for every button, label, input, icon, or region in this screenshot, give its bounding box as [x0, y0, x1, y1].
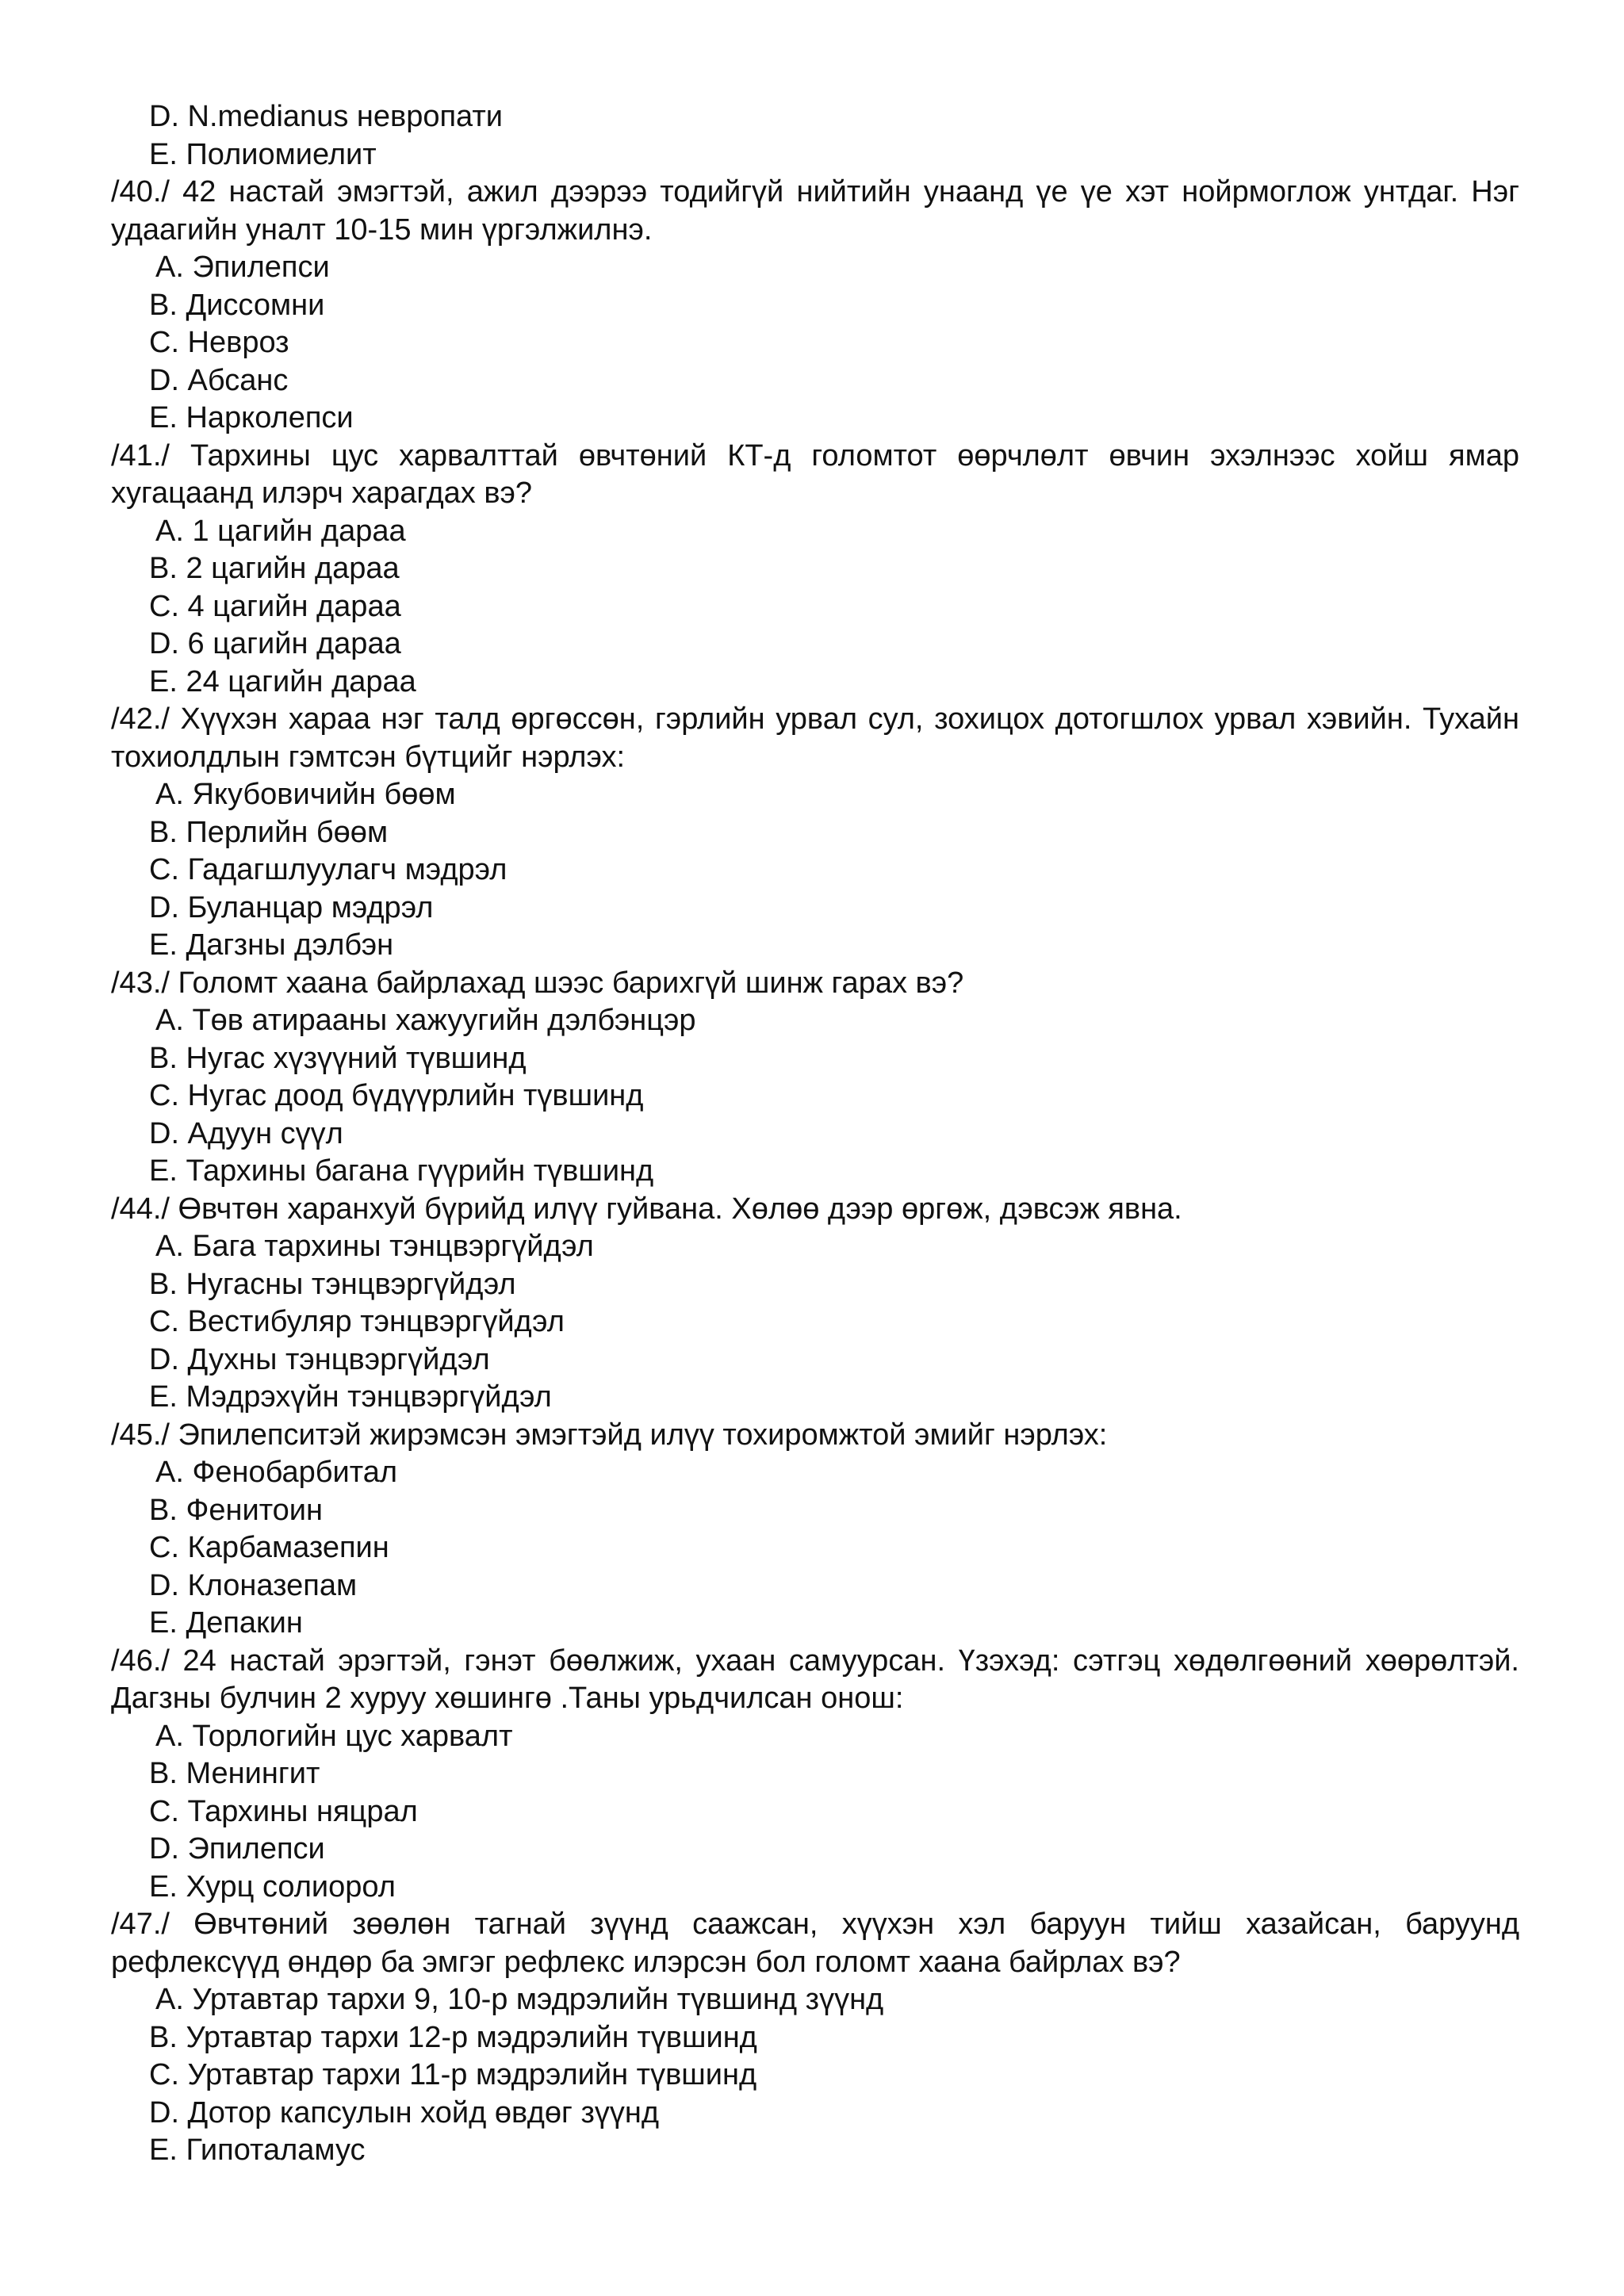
question-41-text: /41./ Тархины цус харвалттай өвчтөний КТ-д голомтот өөрчлөлт өвчин эхэлнээс хойш ямар хугацаанд илэрч харагдах вэ?	[111, 438, 1519, 510]
answer-option: E. Депакин	[149, 1606, 303, 1640]
answer-option: D. Эпилепси	[149, 1832, 325, 1866]
answer-option: B. Нугас хүзүүний түвшинд	[149, 1041, 527, 1075]
answer-option: C. Вестибуляр тэнцвэргүйдэл	[149, 1305, 565, 1338]
answer-option: C. Нугас доод бүдүүрлийн түвшинд	[149, 1079, 644, 1112]
answer-option: B. 2 цагийн дараа	[149, 552, 400, 585]
question-44-text: /44./ Өвчтөн харанхуй бүрийд илүү гуйвана. Хөлөө дээр өргөж, дэвсэж явна.	[111, 1192, 1182, 1226]
answer-option: E. Хурц солиорол	[149, 1869, 396, 1904]
answer-option: C. 4 цагийн дараа	[149, 589, 401, 623]
answer-option: D. N.medianus невропати	[149, 100, 503, 133]
answer-option: B. Менингит	[149, 1757, 320, 1790]
document-body	[111, 98, 1519, 2170]
answer-option: D. 6 цагийн дараа	[149, 627, 401, 660]
answer-option: B. Диссомни	[149, 288, 325, 322]
answer-option: C. Карбамазепин	[149, 1531, 389, 1564]
answer-option: A. Эпилепси	[155, 251, 330, 284]
answer-option: C. Гадагшлуулагч мэдрэл	[149, 853, 508, 886]
question-40-text: /40./ 42 настай эмэгтэй, ажил дээрээ тодийгүй нийтийн унаанд үе үе хэт нойрмоглож унтдаг. Нэг удаагийн уналт 10-15 мин үргэлжилнэ.	[111, 175, 1519, 247]
answer-option: D. Духны тэнцвэргүйдэл	[149, 1342, 490, 1376]
answer-option: E. Гипоталамус	[149, 2133, 366, 2167]
answer-option: E. 24 цагийн дараа	[149, 664, 416, 698]
answer-option: E. Тархины багана гүүрийн түвшинд	[149, 1154, 654, 1188]
answer-option: E. Дагзны дэлбэн	[149, 928, 394, 962]
answer-option: C. Невроз	[149, 326, 289, 359]
answer-option: A. Төв атирааны хажуугийн дэлбэнцэр	[155, 1004, 696, 1037]
answer-option: D. Клоназепам	[149, 1568, 358, 1602]
answer-option: C. Уртавтар тархи 11-р мэдрэлийн түвшинд	[149, 2058, 757, 2091]
question-47-text: /47./ Өвчтөний зөөлөн тагнай зүүнд саажсан, хүүхэн хэл баруун тийш хазайсан, баруунд рефлексүүд өндөр ба эмгэг рефлекс илэрсэн бол голомт хаана байрлах вэ?	[111, 1908, 1519, 1979]
answer-option: D. Абсанс	[149, 363, 289, 397]
answer-option: D. Буланцар мэдрэл	[149, 890, 434, 924]
answer-option: B. Нугасны тэнцвэргүйдэл	[149, 1267, 516, 1301]
answer-option: A. Якубовичийн бөөм	[155, 778, 456, 811]
answer-option: D. Дотор капсулын хойд өвдөг зүүнд	[149, 2095, 660, 2130]
question-45-text: /45./ Эпилепситэй жирэмсэн эмэгтэйд илүү тохиромжтой эмийг нэрлэх:	[111, 1418, 1108, 1452]
answer-option: B. Перлийн бөөм	[149, 815, 389, 849]
answer-option: E. Полиомиелит	[149, 137, 377, 171]
answer-option: B. Фенитоин	[149, 1493, 324, 1527]
answer-option: E. Мэдрэхүйн тэнцвэргүйдэл	[149, 1380, 552, 1414]
answer-option: D. Адуун сүүл	[149, 1116, 343, 1150]
answer-option: B. Уртавтар тархи 12-р мэдрэлийн түвшинд	[149, 2020, 757, 2054]
answer-option: A. Торлогийн цус харвалт	[155, 1719, 513, 1753]
question-42-text: /42./ Хүүхэн хараа нэг талд өргөссөн, гэрлийн урвал сул, зохицох дотогшлох урвал хэвийн. Тухайн тохиолдлын гэмтсэн бүтцийг нэрлэх:	[111, 702, 1519, 774]
answer-option: A. Бага тархины тэнцвэргүйдэл	[155, 1230, 594, 1263]
answer-option: C. Тархины няцрал	[149, 1794, 418, 1828]
answer-option: A. Фенобарбитал	[155, 1456, 398, 1489]
answer-option: A. 1 цагийн дараа	[155, 514, 406, 548]
question-43-text: /43./ Голомт хаана байрлахад шээс барихгүй шинж гарах вэ?	[111, 966, 964, 1000]
answer-option: E. Нарколепси	[149, 401, 354, 434]
answer-option: A. Уртавтар тархи 9, 10-р мэдрэлийн түвшинд зүүнд	[155, 1983, 884, 2016]
question-46-text: /46./ 24 настай эрэгтэй, гэнэт бөөлжиж, ухаан самуурсан. Үзэхэд: сэтгэц хөдөлгөөний хөөрөлтэй. Дагзны булчин 2 хуруу хөшингө .Таны урьдчилсан онош:	[111, 1644, 1519, 1715]
